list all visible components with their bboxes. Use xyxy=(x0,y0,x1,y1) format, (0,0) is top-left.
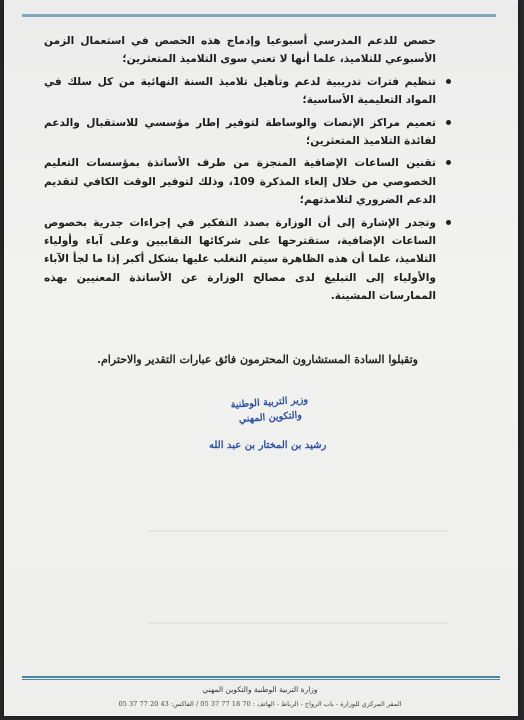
bullet-icon xyxy=(446,220,451,225)
footer-ministry-name: وزارة التربية الوطنية والتكوين المهني xyxy=(202,685,318,694)
measures-list xyxy=(44,73,436,306)
footer-address: المقر المركزي للوزارة - باب الرواح - الرباط - الهاتف : 70 18 77 37 05 / الفاكس: 43 20 77 37 05 xyxy=(118,700,402,708)
footer-rule xyxy=(22,676,500,678)
ministry-stamp xyxy=(213,391,327,433)
bullet-icon xyxy=(446,120,451,125)
closing-salutation: وتقبلوا السادة المستشارون المحترمون فائق عبارات التقدير والاحترام. xyxy=(97,353,418,366)
footer-rule xyxy=(22,679,500,680)
list-item xyxy=(44,73,436,110)
list-item xyxy=(44,154,436,209)
page-footer xyxy=(14,676,506,714)
list-item-text: وتجدر الإشارة إلى أن الوزارة بصدد التفكير في إجراءات جدرية بخصوص الساعات الإضافية، ستقترحها على شركائها النقابيين وعلى آباء وأولياء التلاميذ، علما أن هذه الظاهرة سيتم التغلب عليها بشكل أكبر إذا ما لجأ الآباء والأولياء إلى التبليغ لدى مصالح الوزارة عن الأساتذة المعنيين بهذه الممارسات المشينة. xyxy=(44,216,436,303)
list-item xyxy=(44,214,436,306)
stamp-line: والتكوين المهني xyxy=(238,409,303,426)
list-item-text: تنظيم فترات تدريبية لدعم وتأهيل تلاميذ السنة النهائية من كل سلك في المواد التعليمية الأساسية؛ xyxy=(44,75,436,107)
intro-paragraph: حصص للدعم المدرسي أسبوعيا وإدماج هذه الحصص في استعمال الزمن الأسبوعي للتلاميذ، علما أنها لا تعني سوى التلاميذ المتعثرين؛ xyxy=(44,35,436,66)
signatory-name: رشيد بن المختار بن عبد الله xyxy=(209,440,327,451)
stamp-line: وزير التربية الوطنية xyxy=(230,394,309,411)
list-item-text: تعميم مراكز الإنصات والوساطة لتوفير إطار مؤسسي للاستقبال والدعم لفائدة التلاميذ المتعثرين؛ xyxy=(44,116,436,148)
bleed-through-watermark xyxy=(148,530,448,624)
header-rule xyxy=(22,14,496,17)
letter-body xyxy=(44,32,436,310)
bullet-icon xyxy=(446,160,451,165)
list-item-text: تقنين الساعات الإضافية المنجزة من طرف الأساتذة بمؤسسات التعليم الخصوصي من خلال إلغاء المذكرة 109، وذلك لتوفير الوقت الكافي لتقديم الدعم الضروري لتلامذتهم؛ xyxy=(44,157,436,207)
document-page xyxy=(4,0,518,716)
list-item xyxy=(44,114,436,151)
bullet-icon xyxy=(446,79,451,84)
